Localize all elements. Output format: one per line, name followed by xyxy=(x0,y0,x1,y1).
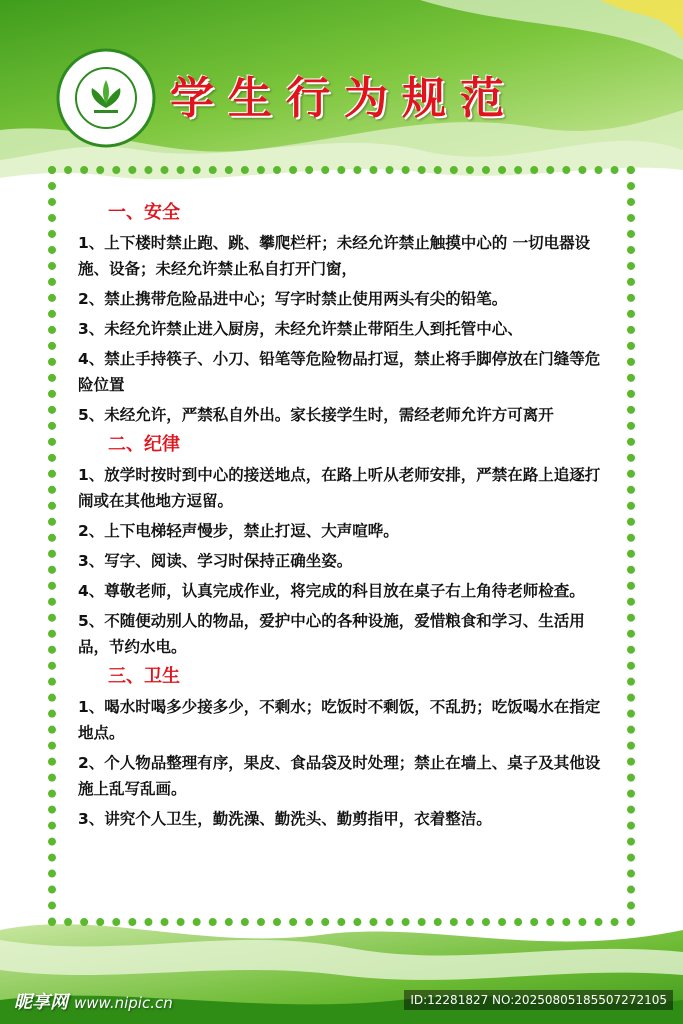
rule-item: 4、尊敬老师，认真完成作业，将完成的科目放在桌子右上角待老师检查。 xyxy=(78,582,585,600)
watermark-id: ID:12281827 NO:20250805185507272105 xyxy=(404,990,673,1010)
section-safety xyxy=(78,200,608,428)
rule-item: 4、禁止手持筷子、小刀、铅笔等危险物品打逗，禁止将手脚停放在门缝等危险位置 xyxy=(78,350,601,394)
page-title: 学生行为规范 xyxy=(170,73,518,124)
rule-item: 3、未经允许禁止进入厨房，未经允许禁止带陌生人到托管中心、 xyxy=(78,320,523,338)
rule-item: 2、上下电梯轻声慢步，禁止打逗、大声喧哗。 xyxy=(78,522,399,540)
rule-item: 3、讲究个人卫生，勤洗澡、勤洗头、勤剪指甲，衣着整洁。 xyxy=(78,810,492,828)
rule-item: 2、个人物品整理有序，果皮、食品袋及时处理；禁止在墙上、桌子及其他设施上乱写乱画。 xyxy=(78,754,601,798)
section-heading: 二、纪律 xyxy=(108,434,180,455)
section-heading: 一、安全 xyxy=(108,202,180,223)
watermark-brand-name: 昵享网 xyxy=(14,992,68,1013)
rule-item: 1、上下楼时禁止跑、跳、攀爬栏杆；未经允许禁止触摸中心的 一切电器设施、设备；未经允许禁止私自打开门窗， xyxy=(78,234,591,278)
rules-content xyxy=(78,200,608,836)
watermark-url: www.nipic.cn xyxy=(74,994,173,1012)
school-logo xyxy=(56,48,156,148)
rule-item: 5、未经允许，严禁私自外出。家长接学生时，需经老师允许方可离开 xyxy=(78,406,554,424)
rule-item: 3、写字、阅读、学习时保持正确坐姿。 xyxy=(78,552,353,570)
rule-item: 2、禁止携带危险品进中心；写字时禁止使用两头有尖的铅笔。 xyxy=(78,290,508,308)
rule-item: 1、喝水时喝多少接多少，不剩水；吃饭时不剩饭，不乱扔；吃饭喝水在指定地点。 xyxy=(78,698,601,742)
watermark-brand xyxy=(14,988,173,1014)
logo-emblem-icon xyxy=(56,48,156,148)
section-discipline xyxy=(78,432,608,660)
rule-item: 1、放学时按时到中心的接送地点，在路上听从老师安排，严禁在路上追逐打闹或在其他地方逗留。 xyxy=(78,466,601,510)
section-hygiene xyxy=(78,664,608,832)
rule-item: 5、不随便动别人的物品，爱护中心的各种设施，爱惜粮食和学习、生活用品，节约水电。 xyxy=(78,612,585,656)
section-heading: 三、卫生 xyxy=(108,666,180,687)
